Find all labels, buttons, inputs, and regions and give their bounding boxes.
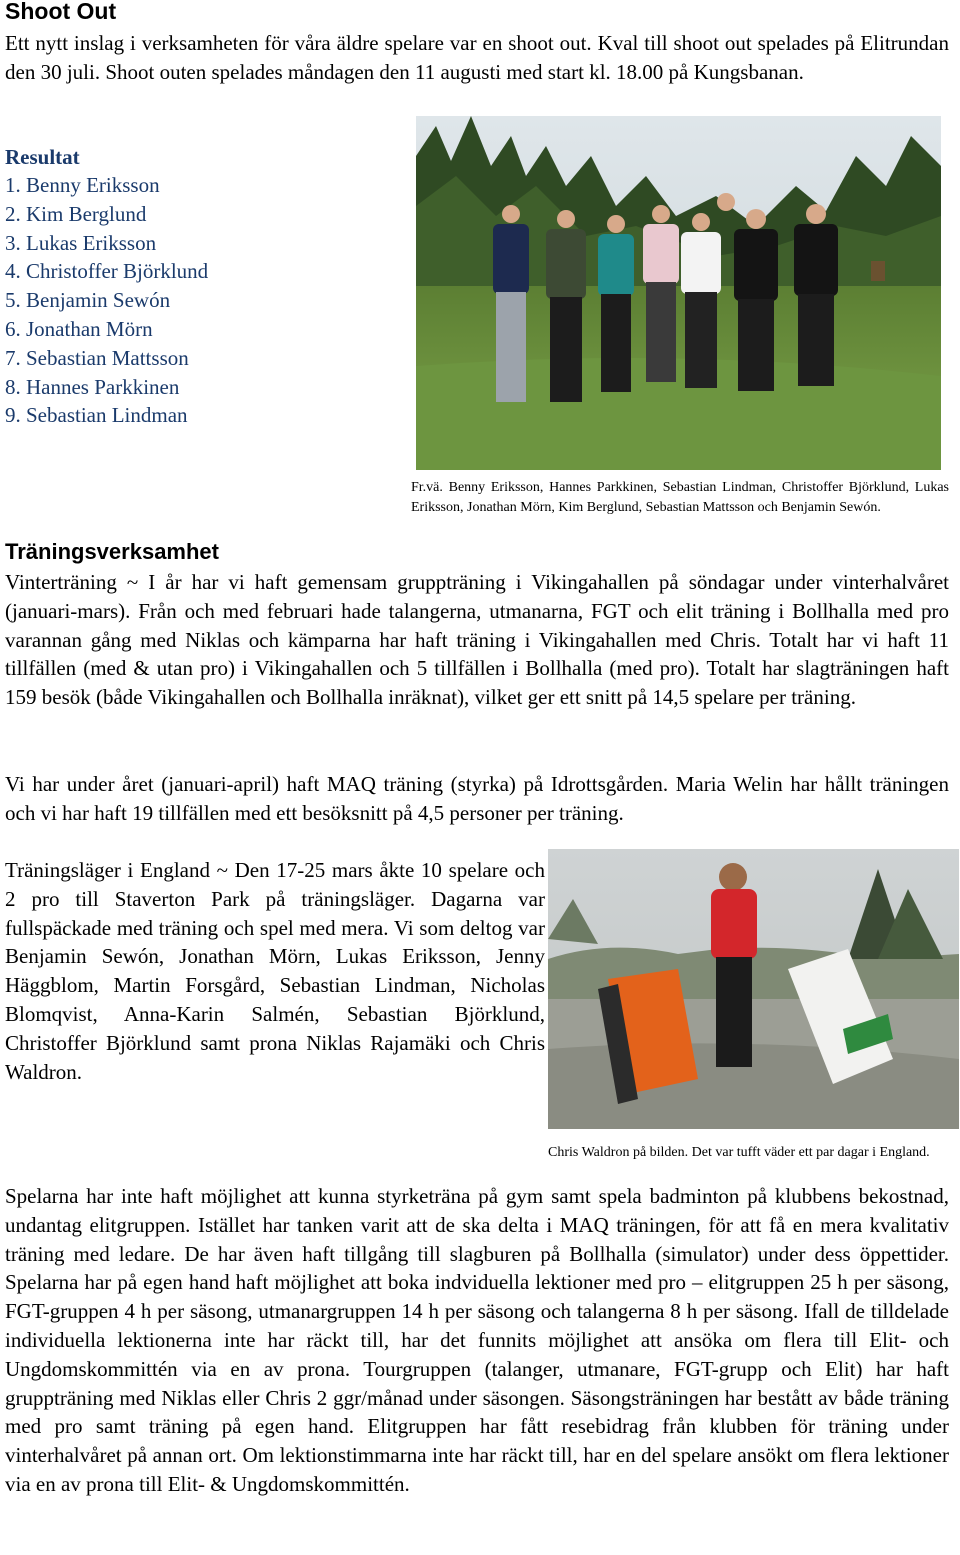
result-item: 4. Christoffer Björklund (5, 259, 209, 284)
chris-waldron-photo (548, 849, 959, 1129)
result-item: 3. Lukas Eriksson (5, 230, 157, 255)
chris-photo-caption: Chris Waldron på bilden. Det var tufft väder ett par dagar i England. (548, 1145, 930, 1160)
result-item: 1. Benny Eriksson (5, 173, 160, 197)
closing-paragraph: Spelarna har inte haft möjlighet att kunna styrketräna på gym samt spela badminton på klubbens bekostnad, undantag elitgruppen. Istället har tanken varit att de ska delta i MAQ träningen, för att få en mera kvalitativ träning med ledare. De har även haft tillgång till slagburen på Bollhalla (simulator) under dess öppettider. Spelarna har på egen hand haft möjlighet att boka indviduella lektioner med pro – elitgruppen 25 h per säsong, FGT-gruppen 4 h per säsong, utmanargruppen 14 h per säsong och talangerna 8 h per säsong. Ifall de tilldelade individuella lektionerna inte har räckt till, har det funnits möjlighet att ansöka om flera till Elit- och Ungdomskommittén via en av prona. Tourgruppen (talanger, utmanare, FGT-grupp och Elit) har haft gruppträning med Niklas eller Chris 2 ggr/månad under säsongen. Säsongsträningen har bestått av både träning med pro samt träning på egen hand. Elitgruppen har fått resebidrag från klubben för träning under vinterhalvåret på annan ort. Om lektionstimmarna inte har räckt till, har en del spelare ansökt om flera lektioner via en av prona till Elit- & Ungdomskommittén. (5, 1184, 949, 1496)
result-item: 6. Jonathan Mörn (5, 316, 153, 341)
shootout-title: Shoot Out (5, 0, 117, 24)
maq-training-paragraph: Vi har under året (januari-april) haft MAQ träning (styrka) på Idrottsgården. Maria Welin har hållt träningen och vi har haft 19 tillfällen med ett besöksnitt på 4,5 personer per träning. (5, 772, 949, 825)
result-item: 5. Benjamin Sewón (5, 288, 171, 313)
result-item: 2. Kim Berglund (5, 201, 147, 226)
winter-training-paragraph: Vinterträning ~ I år har vi haft gemensam gruppträning i Vikingahallen på söndagar under vinterhalvåret (januari-mars). Från och med februari hade talangerna, utmanarna, FGT och elit träning i Bollhalla med pro varannan gång med Niklas och kämparna har haft träning i Vikingahallen med Chris. Totalt har vi haft 11 tillfällen (med & utan pro) i Vikingahallen och 5 tillfällen i Bollhalla (med pro). Totalt har slagträningen haft 159 besök (både Vikingahallen och Bollhalla inräknat), vilket ger ett snitt på 14,5 spelare per träning. (5, 570, 949, 710)
team-photo (416, 116, 941, 470)
training-title: Träningsverksamhet (5, 539, 219, 564)
shootout-intro: Ett nytt inslag i verksamheten för våra äldre spelare var en shoot out. Kval till shoot out spelades på Elitrundan den 30 juli. Shoot outen spelades måndagen den 11 augusti med start kl. 18.00 på Kungsbanan. (5, 31, 949, 84)
team-photo-caption: Fr.vä. Benny Eriksson, Hannes Parkkinen, Sebastian Lindman, Christoffer Björklund, Lukas Eriksson, Jonathan Mörn, Kim Berglund, Sebastian Mattsson och Benjamin Sewón. (411, 480, 949, 515)
result-item: 8. Hannes Parkkinen (5, 374, 180, 399)
results-heading: Resultat (5, 145, 80, 169)
result-item: 9. Sebastian Lindman (5, 403, 188, 428)
result-item: 7. Sebastian Mattsson (5, 345, 189, 370)
training-camp-paragraph: Träningsläger i England ~ Den 17-25 mars åkte 10 spelare och 2 pro till Staverton Park på träningsläger. Dagarna var fullspäckade med träning och spel med mera. Vi som deltog var Benjamin Sewón, Jonathan Mörn, Lukas Eriksson, Jenny Häggblom, Martin Forsgård, Sebastian Lindman, Nicholas Blomqvist, Anna-Karin Salmén, Sebastian Björklund, Christoffer Björklund samt prona Niklas Rajamäki och Chris Waldron. (5, 858, 545, 1084)
results-list (5, 171, 208, 430)
